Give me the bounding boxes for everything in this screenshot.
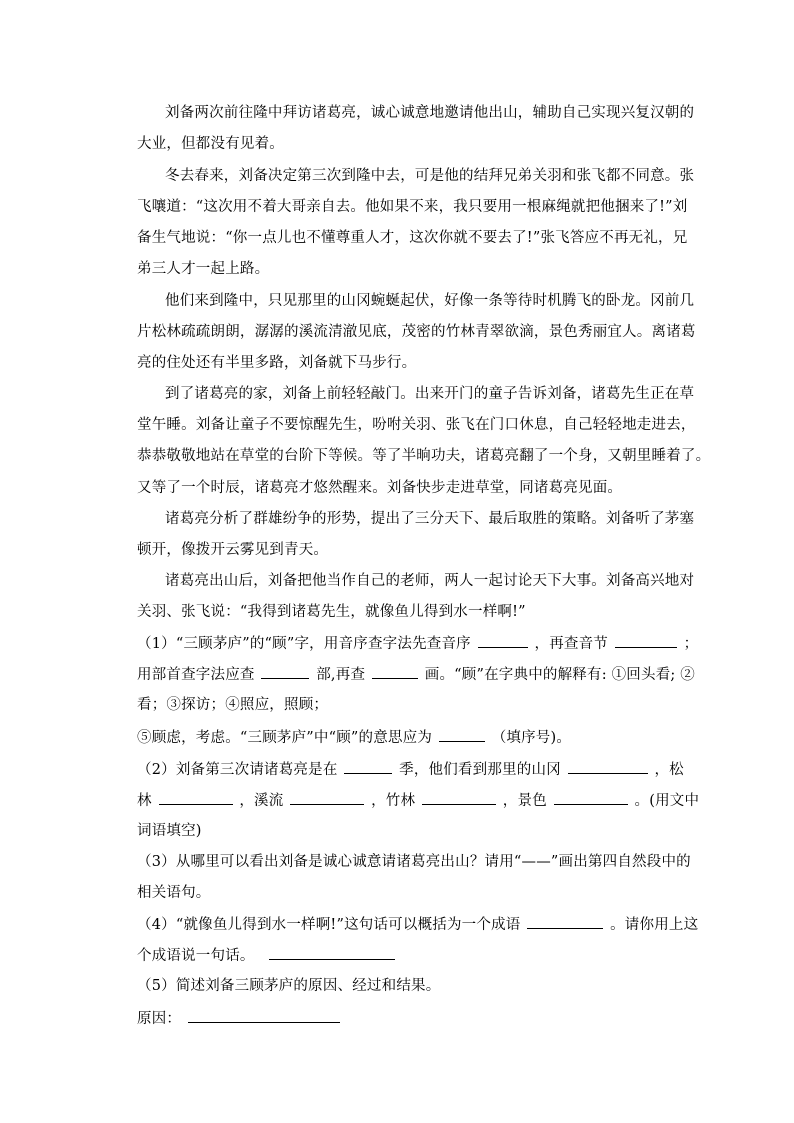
passage-line: 冬去春来，刘备决定第三次到隆中去，可是他的结拜兄弟关羽和张飞都不同意。张 [165, 168, 695, 184]
question-5-line: （5）简述刘备三顾茅庐的原因、经过和结果。 [137, 978, 441, 994]
question-5-line: 原因： [137, 1008, 677, 1029]
question-1-line: 用部首查字法应查 部,再查 画。“顾”在字典中的解释有: ①回头看; ② [137, 664, 677, 685]
answer-blank[interactable] [261, 664, 309, 679]
answer-blank[interactable] [478, 633, 528, 648]
passage-line: 备生气地说：“你一点儿也不懂尊重人才，这次你就不要去了!”张飞答应不再无礼，兄 [137, 230, 688, 246]
answer-blank[interactable] [422, 790, 496, 805]
answer-blank[interactable] [269, 945, 395, 960]
answer-blank[interactable] [615, 633, 677, 648]
answer-blank[interactable] [554, 790, 628, 805]
question-1-line: ⑤顾虑，考虑。“三顾茅庐”中“顾”的意思应为 （填序号)。 [137, 727, 677, 748]
passage-line: 片松林疏疏朗朗，潺潺的溪流清澈见底，茂密的竹林青翠欲滴，景色秀丽宜人。离诸葛 [137, 324, 696, 340]
passage-line: 弟三人才一起上路。 [137, 261, 270, 277]
passage-line: 大业，但都没有见着。 [137, 136, 284, 152]
answer-blank[interactable] [372, 664, 418, 679]
passage-line: 顿开，像拨开云雾见到青天。 [137, 542, 329, 558]
answer-blank[interactable] [439, 727, 485, 742]
answer-blank[interactable] [568, 759, 648, 774]
passage-line: 到了诸葛亮的家，刘备上前轻轻敲门。出来开门的童子告诉刘备，诸葛先生正在草 [165, 386, 695, 402]
passage-line: 亮的住处还有半里多路，刘备就下马步行。 [137, 355, 417, 371]
question-4-line: （4）“就像鱼儿得到水一样啊!”这句话可以概括为一个成语 。请你用上这 [137, 914, 677, 935]
passage-line: 关羽、张飞说：“我得到诸葛先生，就像鱼儿得到水一样啊!” [137, 604, 526, 620]
passage-line: 诸葛亮分析了群雄纷争的形势，提出了三分天下、最后取胜的策略。刘备听了茅塞 [165, 511, 695, 527]
answer-blank[interactable] [344, 759, 392, 774]
question-3-line: （3）从哪里可以看出刘备是诚心诚意请诸葛亮出山？请用“——”画出第四自然段中的 [137, 854, 691, 870]
passage-line: 飞嚷道：“这次用不着大哥亲自去。他如果不来，我只要用一根麻绳就把他捆来了!”刘 [137, 199, 688, 215]
passage-line: 恭恭敬敬地站在草堂的台阶下等候。等了半晌功夫，诸葛亮翻了一个身，又朝里睡着了。 [137, 448, 711, 464]
answer-blank[interactable] [290, 790, 364, 805]
question-1-line: 看；③探访；④照应，照顾； [137, 697, 329, 713]
question-2-line: （2）刘备第三次请诸葛亮是在 季，他们看到那里的山冈 ，松 [137, 759, 677, 780]
question-2-line: 词语填空) [137, 823, 202, 839]
answer-blank[interactable] [527, 914, 603, 929]
passage-line: 刘备两次前往隆中拜访诸葛亮，诚心诚意地邀请他出山，辅助自己实现兴复汉朝的 [165, 105, 695, 121]
question-1-line: （1）“三顾茅庐”的“顾”字，用音序查字法先查音序 ，再查音节 ； [137, 633, 677, 654]
question-2-line: 林 ，溪流 ，竹林 ，景色 。(用文中 [137, 790, 677, 811]
question-3-line: 相关语句。 [137, 885, 211, 901]
answer-blank[interactable] [188, 1008, 340, 1023]
answer-blank[interactable] [159, 790, 233, 805]
passage-line: 堂午睡。刘备让童子不要惊醒先生，吩咐关羽、张飞在门口休息，自己轻轻地走进去， [137, 417, 696, 433]
passage-line: 诸葛亮出山后，刘备把他当作自己的老师，两人一起讨论天下大事。刘备高兴地对 [165, 573, 695, 589]
passage-line: 又等了一个时辰，诸葛亮才悠然醒来。刘备快步走进草堂，同诸葛亮见面。 [137, 480, 623, 496]
question-4-line: 个成语说一句话。 [137, 945, 677, 966]
passage-line: 他们来到隆中，只见那里的山冈蜿蜒起伏，好像一条等待时机腾飞的卧龙。冈前几 [165, 293, 695, 309]
